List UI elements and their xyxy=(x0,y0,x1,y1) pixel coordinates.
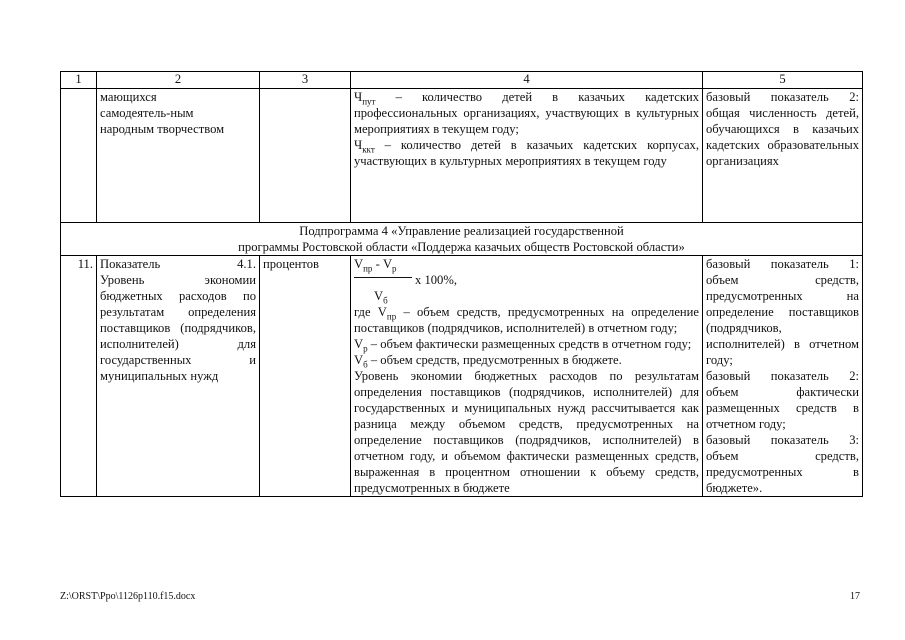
indicator-table xyxy=(60,71,863,497)
definition-vb: $V_б$ – объем средств, предусмотренных в бюджете. xyxy=(354,353,622,370)
text-line: самодеятель-ным xyxy=(100,106,194,120)
col-header-2: 2 xyxy=(97,72,260,89)
cell-unit: процентов xyxy=(260,256,351,497)
col-header-4: 4 xyxy=(351,72,703,89)
subprogram-title: Подпрограмма 4 «Управление реализацией государственной программы Ростовской области «Поддержа казачьих обществ Ростовской области» xyxy=(61,223,863,256)
cell-empty xyxy=(61,89,97,223)
table-row-continuation xyxy=(61,89,863,223)
row-number: 11. xyxy=(61,256,97,497)
col-header-5: 5 xyxy=(703,72,863,89)
header-row xyxy=(61,72,863,89)
formula-numerator: $V_{пр} - V_р$ xyxy=(354,257,397,274)
indicator-description: Уровень экономии бюджетных расходов по результатам определения поставщиков (подрядчиков, исполнителей) для государственных и муниципальных нужд xyxy=(100,273,256,383)
text-line: мающихся xyxy=(100,90,157,104)
cell-unit-empty xyxy=(260,89,351,223)
cell-base-indicators xyxy=(703,256,863,497)
footer-file-path: Z:\ORST\Ppo\1126p110.f15.docx xyxy=(60,591,196,602)
subprogram-header-row xyxy=(61,223,863,256)
base-indicator-3: базовый показатель 3: объем средств, предусмотренных в бюджете». xyxy=(706,433,859,495)
formula-fraction-line: x 100%, xyxy=(354,272,699,288)
cell-indicator-name xyxy=(97,256,260,497)
base-indicator-1: базовый показатель 1: объем средств, предусмотренных на определение поставщиков (подрядчиков, исполнителей) в отчетном году; xyxy=(706,257,859,367)
cell-method xyxy=(351,256,703,497)
definition-line: $Ч_{пут}$ – количество детей в казачьих кадетских профессиональных организациях, участвующих в культурных мероприятиях в текущем году; xyxy=(354,90,699,136)
definition-line: $Ч_{ккт}$ – количество детей в казачьих кадетских корпусах, участвующих в культурных мероприятиях в текущем году xyxy=(354,138,699,168)
definition-vr: $V_р$ – объем фактически размещенных средств в отчетном году; xyxy=(354,337,692,354)
base-indicator-2: базовый показатель 2: объем фактически размещенных средств в отчетном году; xyxy=(706,369,859,431)
indicator-title: Показатель 4.1. xyxy=(100,257,256,271)
col-header-3: 3 xyxy=(260,72,351,89)
method-explanation: Уровень экономии бюджетных расходов по результатам определения поставщиков (подрядчиков, исполнителей) для государственных и муниципальных нужд рассчитывается как разница между объемом средств, предусмотренных на определение поставщиков (подрядчиков, исполнителей) в отчетном году, и объемом фактически размещенных средств, выраженная в процентном отношении к объему средств, предусмотренных в бюджете xyxy=(354,369,699,495)
col-header-1: 1 xyxy=(61,72,97,89)
page-number: 17 xyxy=(850,591,860,602)
cell-indicator-name-cont xyxy=(97,89,260,223)
text-line: народным творчеством xyxy=(100,122,225,136)
table-row-11 xyxy=(61,256,863,497)
definition-vpr: где $V_{пр}$ – объем средств, предусмотренных на определение поставщиков (подрядчиков, исполнителей) в отчетном году; xyxy=(354,305,699,335)
cell-method-cont xyxy=(351,89,703,223)
formula-denominator: $V_б$ xyxy=(374,289,388,306)
cell-base-indicators-cont: базовый показатель 2: общая численность детей, обучающихся в казачьих кадетских образовательных организациях xyxy=(703,89,863,223)
